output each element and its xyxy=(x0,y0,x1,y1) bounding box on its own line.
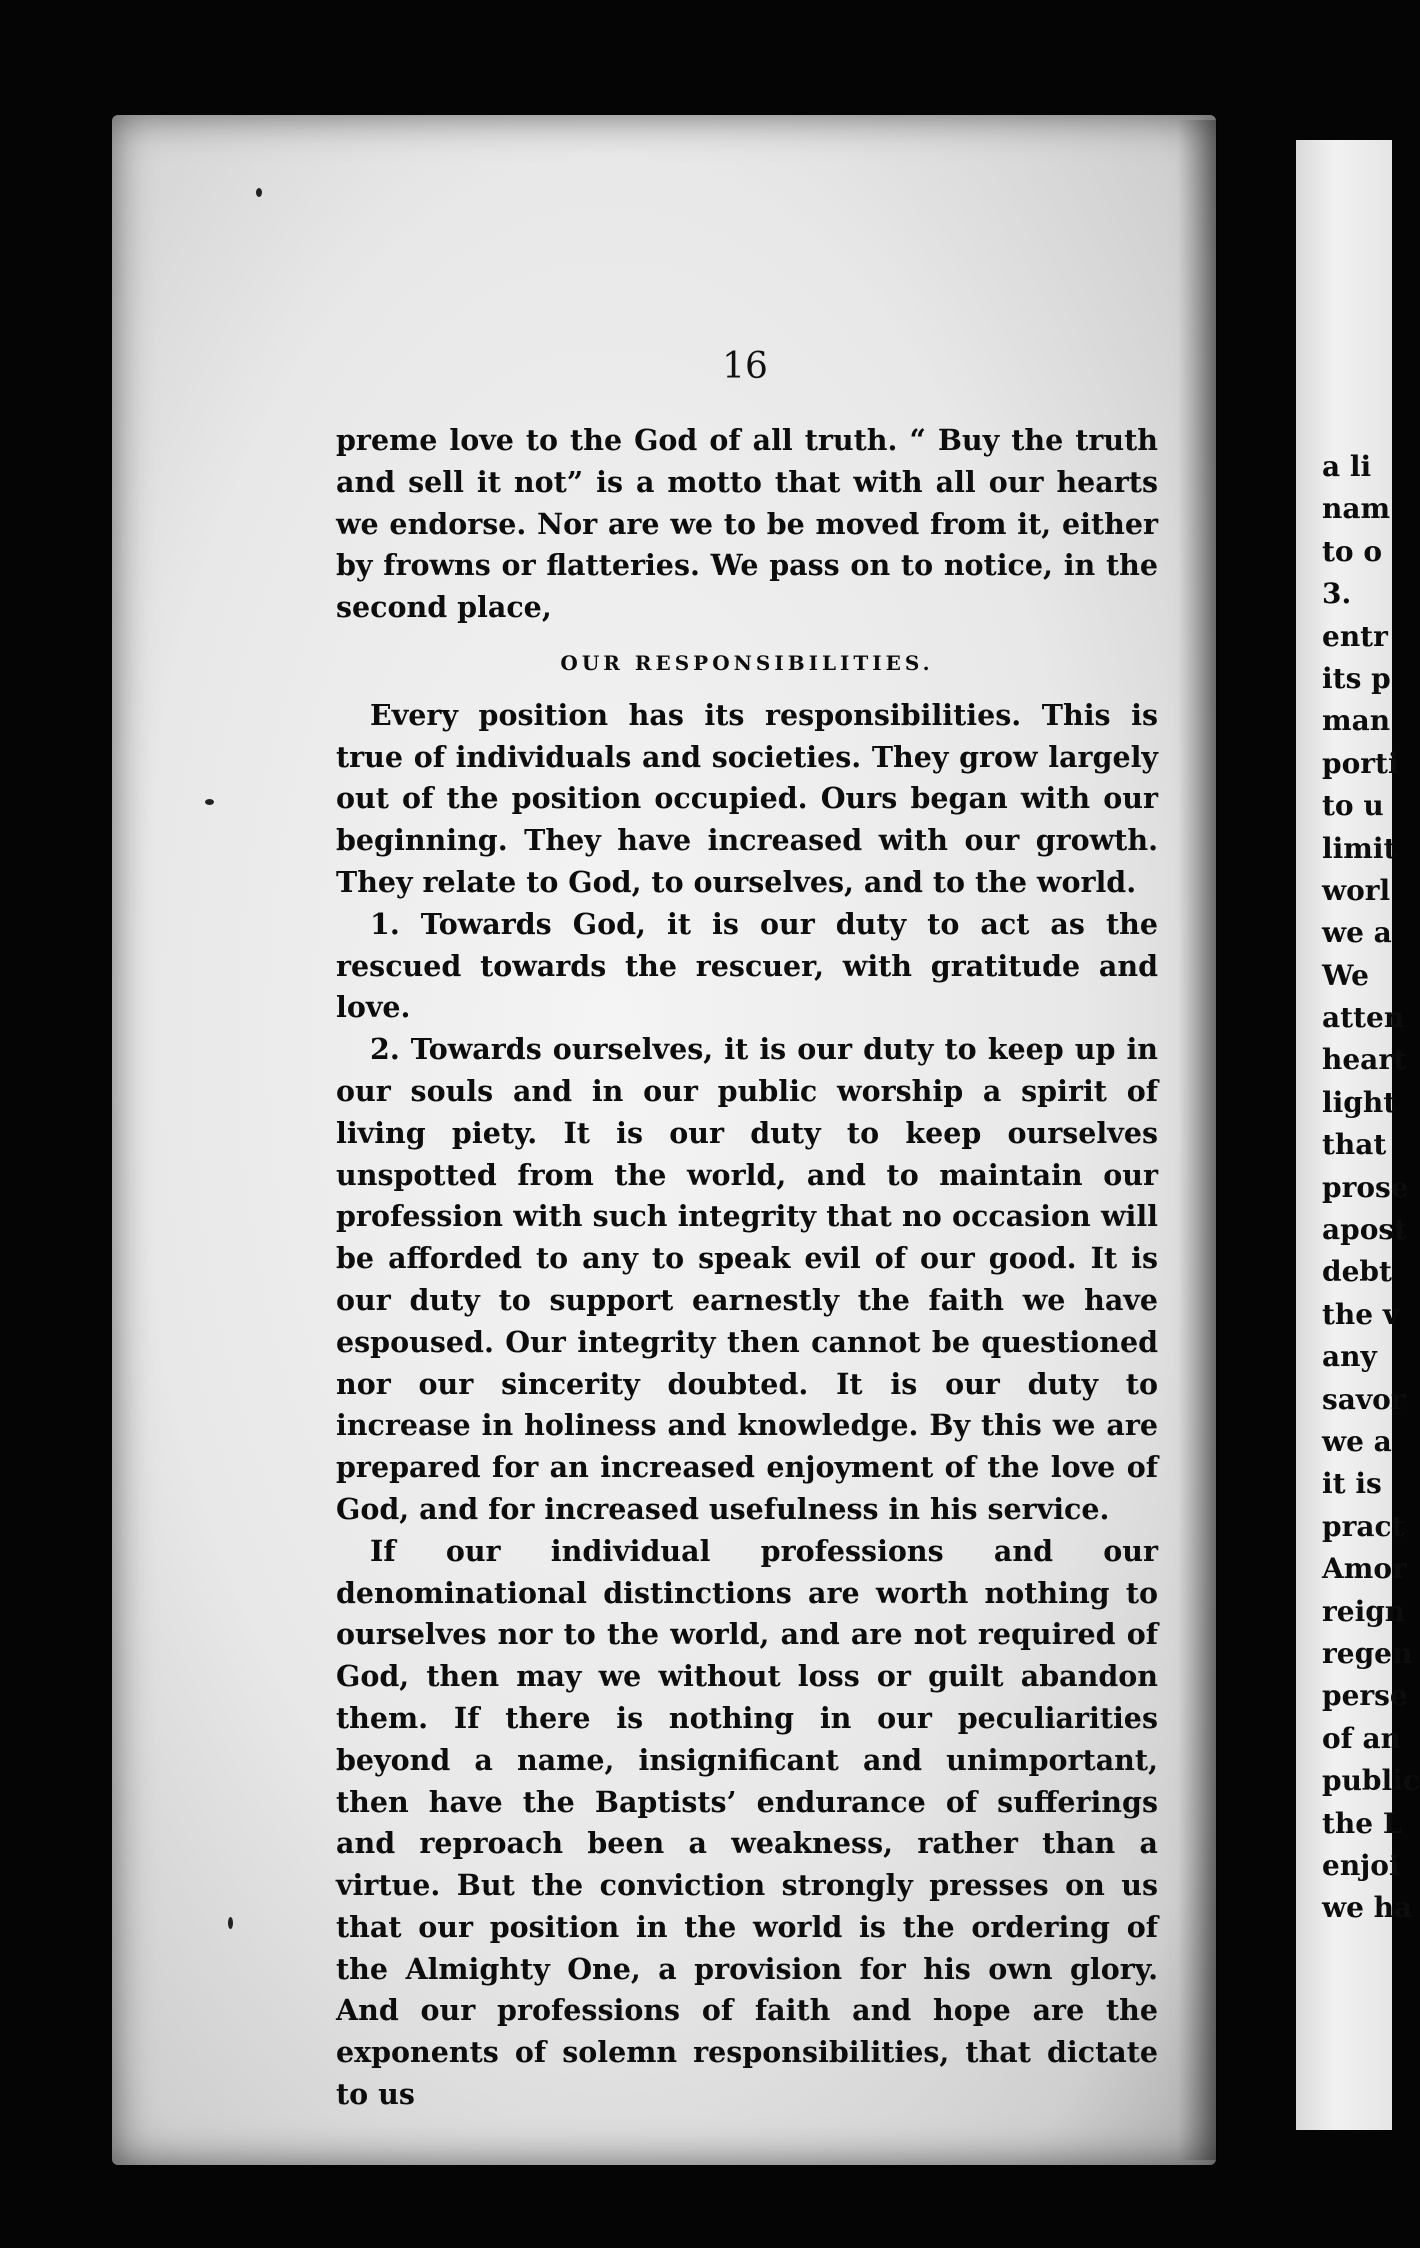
ink-speck xyxy=(205,799,214,805)
facing-page-line: apost xyxy=(1322,1213,1408,1247)
ink-speck xyxy=(256,188,262,197)
facing-page-line: savor xyxy=(1322,1382,1406,1416)
section-heading: OUR RESPONSIBILITIES. xyxy=(560,650,934,675)
page-number: 16 xyxy=(722,346,768,387)
facing-page-line: reign xyxy=(1322,1594,1406,1628)
paragraph: Every position has its responsibilities. This is true of individuals and societies. They grow largely out of the position occupied. Ours began with our beginning. They have increased with our growth. They relate to God, to ourselves, and to the world. xyxy=(336,697,1158,899)
facing-page-line: to u xyxy=(1322,789,1384,823)
facing-page-line: any xyxy=(1322,1340,1377,1374)
facing-page-line: heart xyxy=(1322,1043,1406,1077)
facing-page-line: debt xyxy=(1322,1255,1392,1289)
facing-page-line: it is xyxy=(1322,1467,1382,1501)
facing-page-line: pract xyxy=(1322,1509,1405,1543)
facing-page-line: we a xyxy=(1322,1424,1392,1458)
facing-page-line: the v xyxy=(1322,1297,1400,1331)
facing-page-line: its p xyxy=(1322,661,1391,695)
paragraph: 2. Towards ourselves, it is our duty to keep up in our souls and in our public worship a spirit of living piety. It is our duty to keep ourselves unspotted from the world, and to maintain our profession with such integrity that no occasion will be afforded to any to speak evil of our good. It is our duty to support earnestly the faith we have espoused. Our integrity then cannot be questioned nor our sincerity doubted. It is our duty to increase in holiness and knowledge. By this we are prepared for an increased enjoyment of the love of God, and for increased usefulness in his service. xyxy=(336,1032,1158,1526)
page-gutter-shadow xyxy=(1178,120,1218,2160)
facing-page-line: we a xyxy=(1322,916,1392,950)
facing-page-line: entr xyxy=(1322,619,1388,653)
facing-page-text xyxy=(1322,446,1420,1930)
ink-speck xyxy=(228,1917,233,1929)
facing-page-line: light xyxy=(1322,1085,1397,1119)
facing-page-line: man xyxy=(1322,704,1391,738)
facing-page-line: perse xyxy=(1322,1679,1408,1713)
paragraph: 1. Towards God, it is our duty to act as the rescued towards the rescuer, with gratitude and love. xyxy=(336,906,1158,1025)
intro-paragraph: preme love to the God of all truth. “ Buy the truth and sell it not” is a motto that with all our hearts we endorse. Nor are we to be moved from it, either by frowns or flatteries. We pass on to notice, in the second place, xyxy=(336,423,1158,625)
facing-page-line: we ha xyxy=(1322,1891,1413,1925)
facing-page-line: We xyxy=(1322,958,1369,992)
facing-page-line: 3. xyxy=(1322,577,1352,611)
facing-page-line: enjoi xyxy=(1322,1848,1400,1882)
facing-page-line: a li xyxy=(1322,450,1372,483)
facing-page-line: porti xyxy=(1322,746,1399,780)
facing-page-line: to o xyxy=(1322,534,1383,568)
facing-page-line: limit xyxy=(1322,831,1397,865)
facing-page-line: regen xyxy=(1322,1636,1413,1670)
facing-page-line: worl xyxy=(1322,873,1391,907)
paragraph: If our individual professions and our denominational distinctions are worth nothing to ourselves nor to the world, and are not required of God, then may we without loss or guilt abandon them. If there is nothing in our peculiarities beyond a name, insignificant and unimportant, then have the Baptists’ endurance of sufferings and reproach been a weakness, rather than a virtue. But the conviction strongly presses on us that our position in the world is the ordering of the Almighty One, a provision for his own glory. And our professions of faith and hope are the exponents of solemn responsibilities, that dictate to us xyxy=(336,1533,1158,2112)
facing-page-line: the L xyxy=(1322,1806,1403,1840)
facing-page-line: public xyxy=(1322,1764,1420,1798)
facing-page-line: Amor xyxy=(1322,1552,1407,1586)
body-text xyxy=(336,420,1158,2116)
facing-page-line: prose xyxy=(1322,1170,1409,1204)
facing-page-line: that xyxy=(1322,1128,1387,1162)
facing-page-line: atten xyxy=(1322,1001,1405,1035)
facing-page-line: nam xyxy=(1322,492,1391,526)
facing-page-line: of an xyxy=(1322,1721,1401,1755)
